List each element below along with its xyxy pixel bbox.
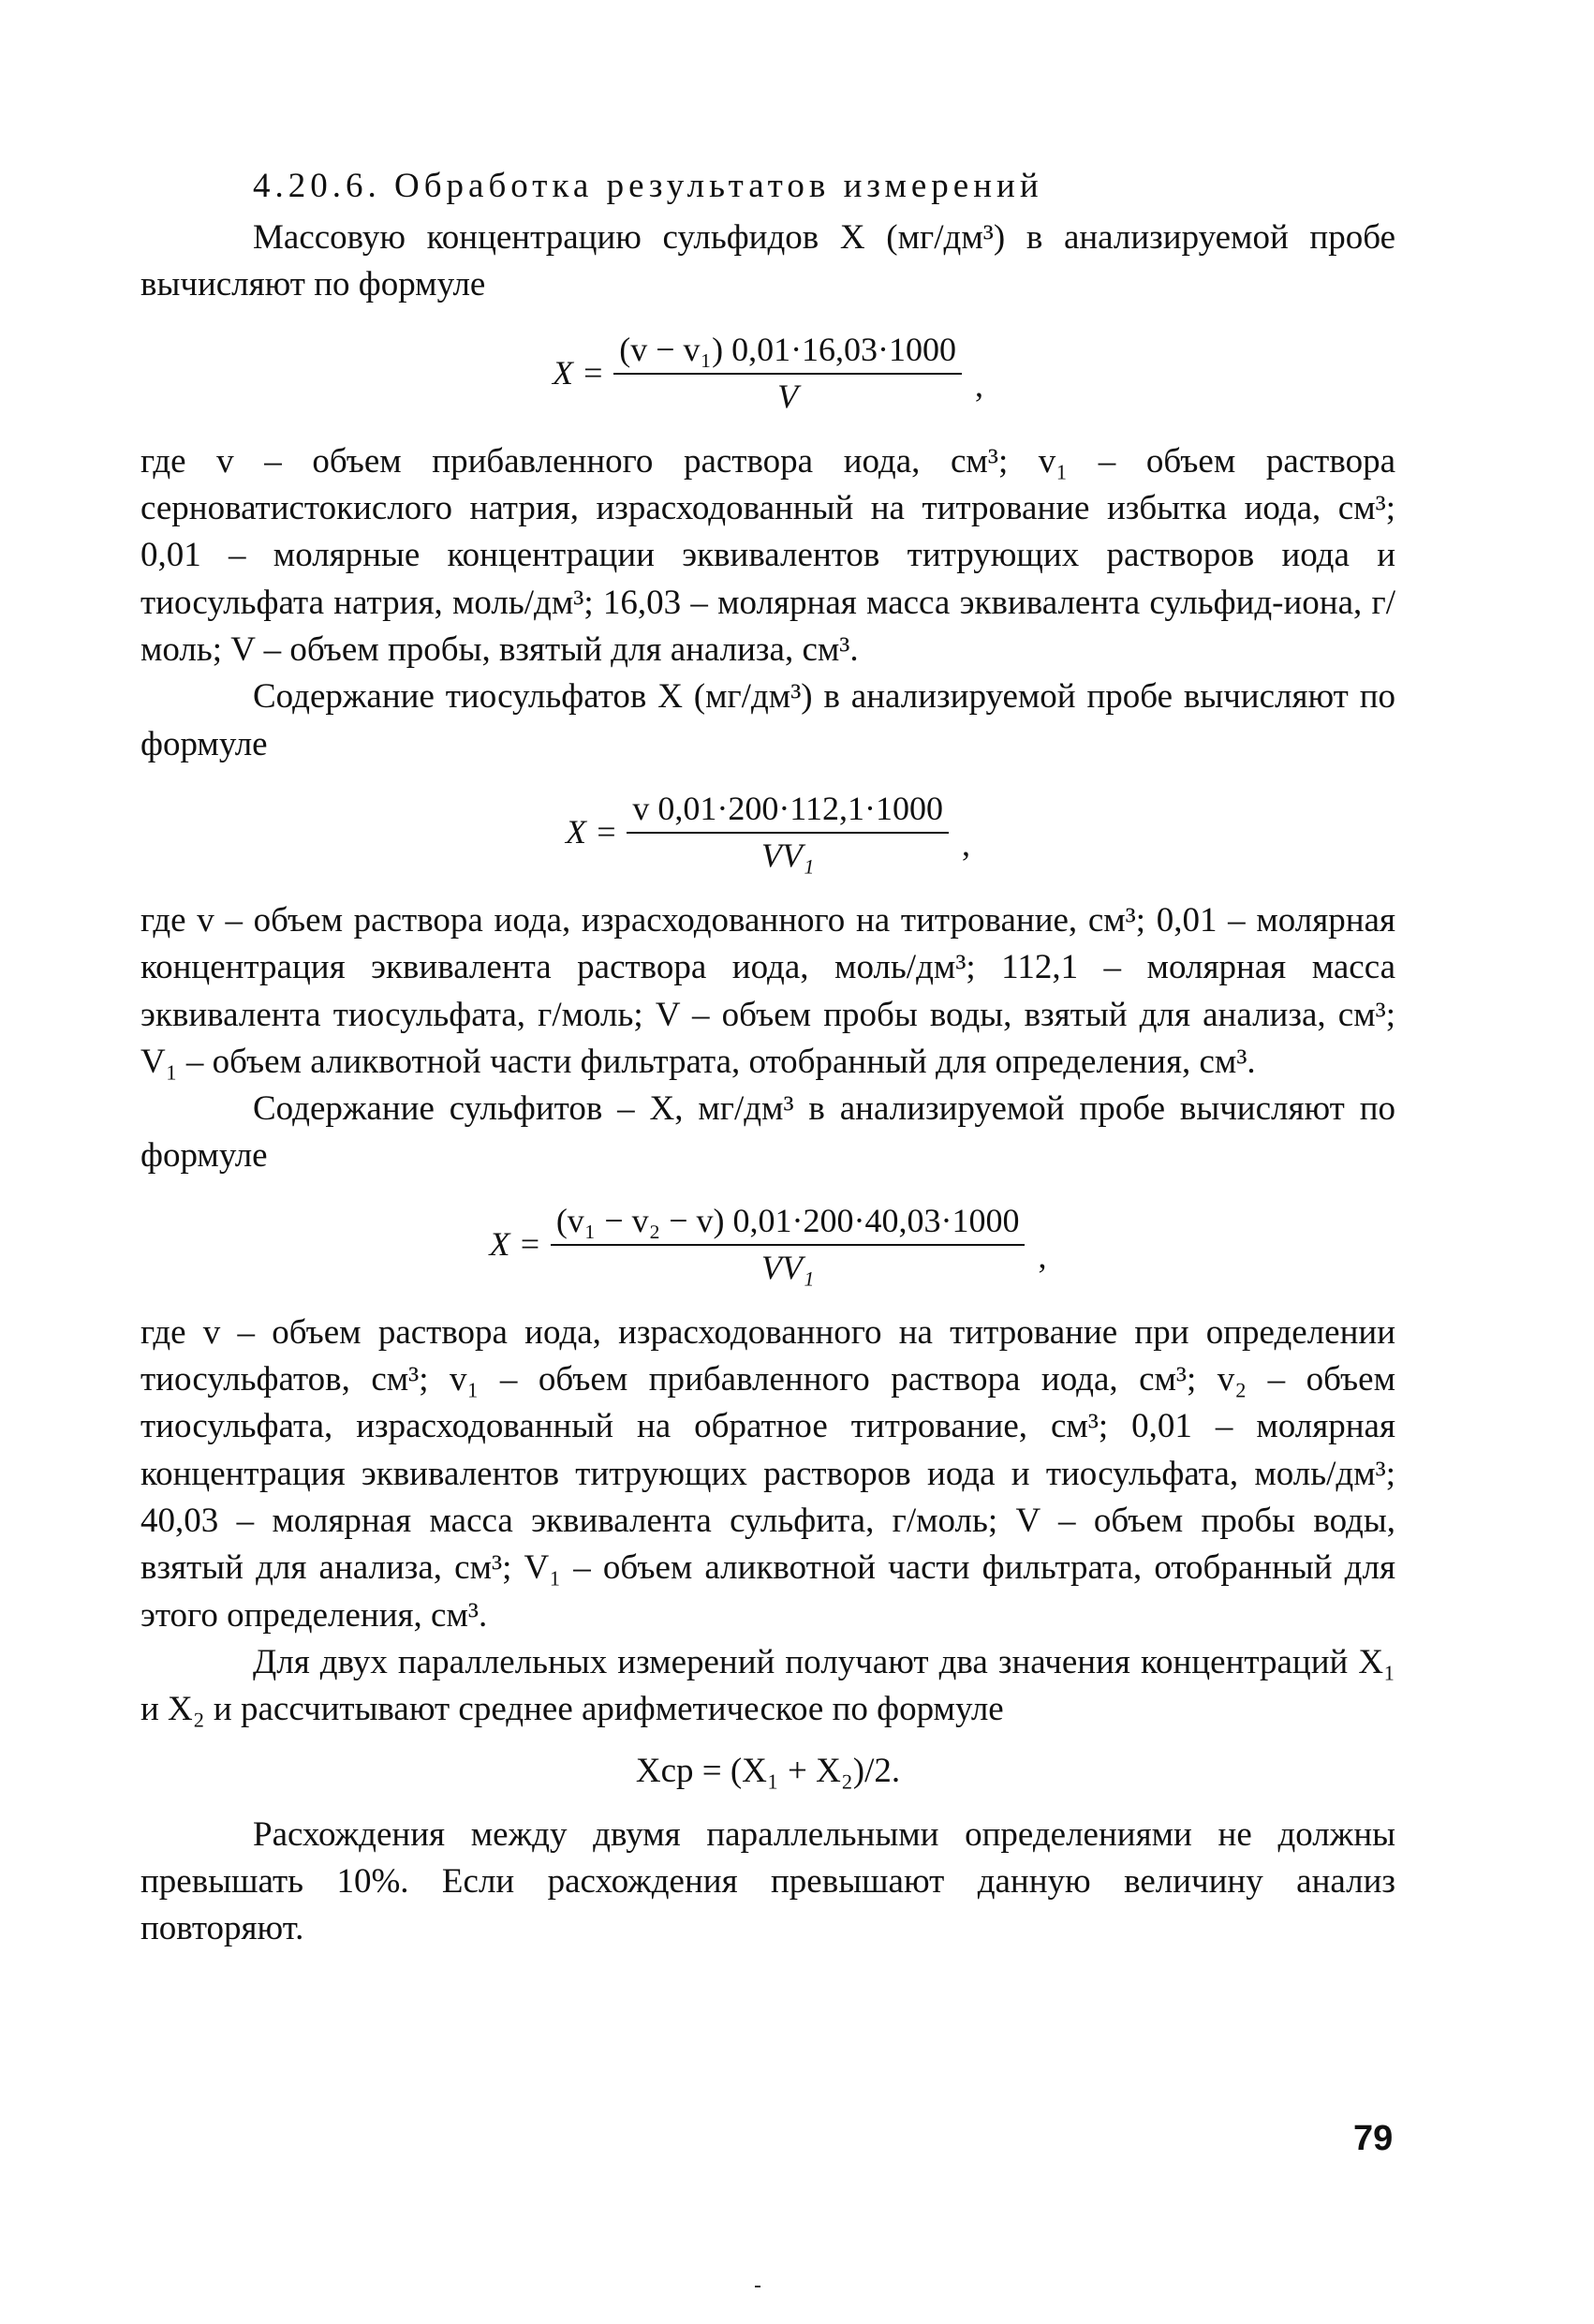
formula-fraction: [551, 1201, 1026, 1287]
formula-fraction: [613, 330, 962, 416]
thiosulfates-legend: где v – объем раствора иода, израсходованного на титрование, см³; 0,01 – молярная концентрация эквивалента раствора иода, моль/дм³; 112,1 – молярная масса эквивалента тиосульфата, г/моль; V – объем пробы воды, взятый для анализа, см³; V₁ – объем аликвотной части фильтрата, отобранный для определения, см³.: [140, 900, 1395, 1081]
closing-paragraph: Расхождения между двумя параллельными определениями не должны превышать 10%. Если расхождения превышают данную величину анализ повторяют.: [140, 1814, 1395, 1948]
formula-fraction: [627, 789, 949, 875]
formula-comma: ,: [1038, 1236, 1047, 1275]
thiosulfates-formula: [140, 789, 1395, 875]
scan-speck: [755, 2286, 760, 2287]
section-heading: 4.20.6. Обработка результатов измерений: [253, 167, 1043, 205]
formula-numerator: (v₁ − v₂ − v) 0,01·200·40,03·1000: [551, 1201, 1026, 1246]
formula-lhs: X =: [566, 812, 618, 851]
formula-lhs: X =: [552, 353, 605, 392]
page-content: [140, 164, 1395, 1953]
sulfides-intro: Массовую концентрацию сульфидов X (мг/дм³) в анализируемой пробе вычисляют по формуле: [140, 218, 1395, 304]
formula-comma: ,: [961, 824, 970, 863]
sulfites-formula: [140, 1201, 1395, 1287]
formula-numerator: v 0,01·200·112,1·1000: [627, 789, 949, 834]
sulfides-formula: [140, 330, 1395, 416]
thiosulfates-intro: Содержание тиосульфатов X (мг/дм³) в анализируемой пробе вычисляют по формуле: [140, 677, 1395, 763]
formula-lhs: X =: [489, 1224, 541, 1263]
formula-numerator: (v − v₁) 0,01·16,03·1000: [613, 330, 962, 375]
sulfides-legend: где v – объем прибавленного раствора иода, см³; v₁ – объем раствора серноватистокислого натрия, израсходованный на титрование избытка иода, см³; 0,01 – молярные концентрации эквивалентов титрующих растворов иода и тиосульфата натрия, моль/дм³; 16,03 – молярная масса эквивалента сульфид-иона, г/моль; V – объем пробы, взятый для анализа, см³.: [140, 441, 1395, 669]
formula-denominator: VV₁: [760, 1248, 815, 1286]
formula-denominator: V: [777, 377, 799, 415]
sulfites-intro: Содержание сульфитов – X, мг/дм³ в анализируемой пробе вычисляют по формуле: [140, 1089, 1395, 1176]
formula-denominator: VV₁: [760, 836, 815, 874]
page-number: 79: [1353, 2119, 1394, 2158]
formula-comma: ,: [975, 365, 984, 404]
sulfites-legend: где v – объем раствора иода, израсходованного на титрование при определении тиосульфатов, см³; v₁ – объем прибавленного раствора иода, см³; v₂ – объем тиосульфата, израсходованный на обратное титрование, см³; 0,01 – молярная концентрация эквивалентов титрующих растворов иода и тиосульфата, моль/дм³; 40,03 – молярная масса эквивалента сульфита, г/моль; V – объем пробы воды, взятый для анализа, см³; V₁ – объем аликвотной части фильтрата, отобранный для этого определения, см³.: [140, 1312, 1395, 1635]
mean-formula: Xср = (X₁ + X₂)/2.: [635, 1751, 901, 1790]
mean-intro: Для двух параллельных измерений получают два значения концентраций X₁ и X₂ и рассчитывают среднее арифметическое по формуле: [140, 1642, 1395, 1729]
